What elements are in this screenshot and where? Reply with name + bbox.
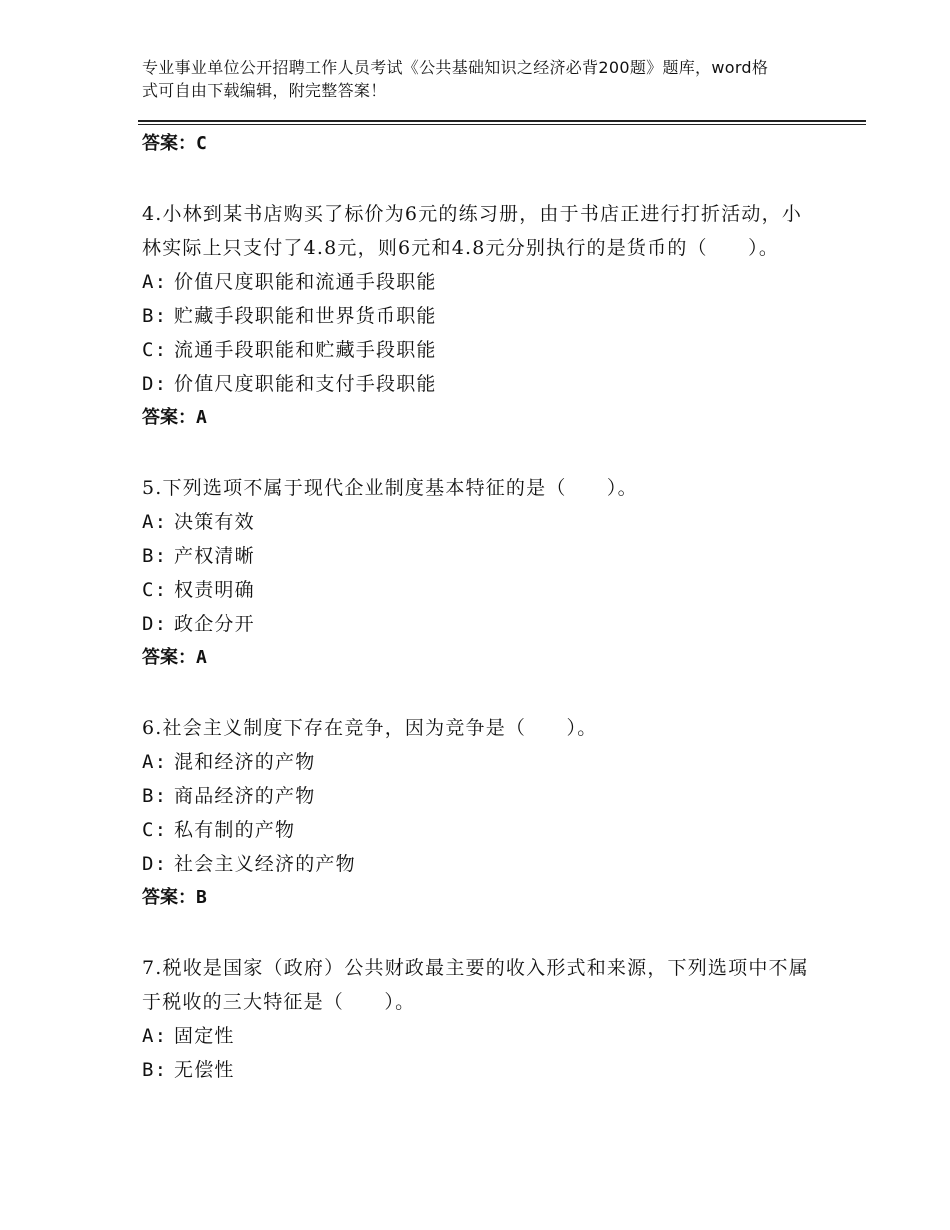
option-item xyxy=(142,607,822,641)
option-item xyxy=(142,265,822,299)
answer-line xyxy=(142,401,822,435)
option-text: 产权清晰 xyxy=(174,545,255,567)
option-item xyxy=(142,539,822,573)
header-divider-thick xyxy=(138,120,866,122)
question-text: 6.社会主义制度下存在竞争，因为竞争是（ ）。 xyxy=(142,717,598,739)
block-spacer xyxy=(142,915,822,951)
option-letter: A: xyxy=(142,511,168,533)
option-text: 无偿性 xyxy=(174,1059,235,1081)
question-block xyxy=(142,127,822,161)
answer-label: 答案： xyxy=(142,133,196,154)
option-letter: D: xyxy=(142,373,168,395)
option-text: 决策有效 xyxy=(174,511,255,533)
option-letter: B: xyxy=(142,785,168,807)
option-text: 混和经济的产物 xyxy=(174,751,316,773)
answer-label: 答案： xyxy=(142,407,196,428)
option-item xyxy=(142,573,822,607)
answer-line xyxy=(142,127,822,161)
question-block xyxy=(142,471,822,675)
option-text: 社会主义经济的产物 xyxy=(174,853,356,875)
option-item xyxy=(142,779,822,813)
option-item xyxy=(142,745,822,779)
option-item xyxy=(142,505,822,539)
answer-value: C xyxy=(196,133,207,154)
answer-value: B xyxy=(196,887,207,908)
block-spacer xyxy=(142,161,822,197)
option-text: 商品经济的产物 xyxy=(174,785,316,807)
option-item xyxy=(142,1053,822,1087)
option-text: 价值尺度职能和流通手段职能 xyxy=(174,271,437,293)
option-letter: C: xyxy=(142,339,168,361)
option-item xyxy=(142,333,822,367)
option-text: 私有制的产物 xyxy=(174,819,296,841)
option-text: 贮藏手段职能和世界货币职能 xyxy=(174,305,437,327)
question-block xyxy=(142,711,822,915)
option-text: 权责明确 xyxy=(174,579,255,601)
option-text: 固定性 xyxy=(174,1025,235,1047)
block-spacer xyxy=(142,435,822,471)
option-item xyxy=(142,1019,822,1053)
header-divider-thin xyxy=(138,124,866,125)
answer-label: 答案： xyxy=(142,887,196,908)
question-text: 5.下列选项不属于现代企业制度基本特征的是（ ）。 xyxy=(142,477,638,499)
answer-line xyxy=(142,641,822,675)
option-text: 价值尺度职能和支付手段职能 xyxy=(174,373,437,395)
option-letter: D: xyxy=(142,853,168,875)
option-letter: A: xyxy=(142,751,168,773)
option-letter: B: xyxy=(142,545,168,567)
option-item xyxy=(142,299,822,333)
option-letter: A: xyxy=(142,1025,168,1047)
option-text: 流通手段职能和贮藏手段职能 xyxy=(174,339,437,361)
option-letter: A: xyxy=(142,271,168,293)
answer-value: A xyxy=(196,407,207,428)
question-text: 7.税收是国家（政府）公共财政最主要的收入形式和来源，下列选项中不属于税收的三大特征是（ ）。 xyxy=(142,957,809,1013)
option-letter: B: xyxy=(142,305,168,327)
question-block xyxy=(142,197,822,435)
option-letter: D: xyxy=(142,613,168,635)
answer-label: 答案： xyxy=(142,647,196,668)
option-item xyxy=(142,847,822,881)
option-item xyxy=(142,367,822,401)
answer-value: A xyxy=(196,647,207,668)
option-text: 政企分开 xyxy=(174,613,255,635)
question-list xyxy=(142,127,822,1087)
block-spacer xyxy=(142,675,822,711)
document-header: 专业事业单位公开招聘工作人员考试《公共基础知识之经济必背200题》题库，word格式可自由下载编辑，附完整答案！ xyxy=(142,58,769,100)
question-block xyxy=(142,951,822,1087)
question-text: 4.小林到某书店购买了标价为6元的练习册，由于书店正进行打折活动，小林实际上只支付了4.8元，则6元和4.8元分别执行的是货币的（ ）。 xyxy=(142,203,803,259)
option-letter: B: xyxy=(142,1059,168,1081)
option-letter: C: xyxy=(142,579,168,601)
option-letter: C: xyxy=(142,819,168,841)
answer-line xyxy=(142,881,822,915)
option-item xyxy=(142,813,822,847)
